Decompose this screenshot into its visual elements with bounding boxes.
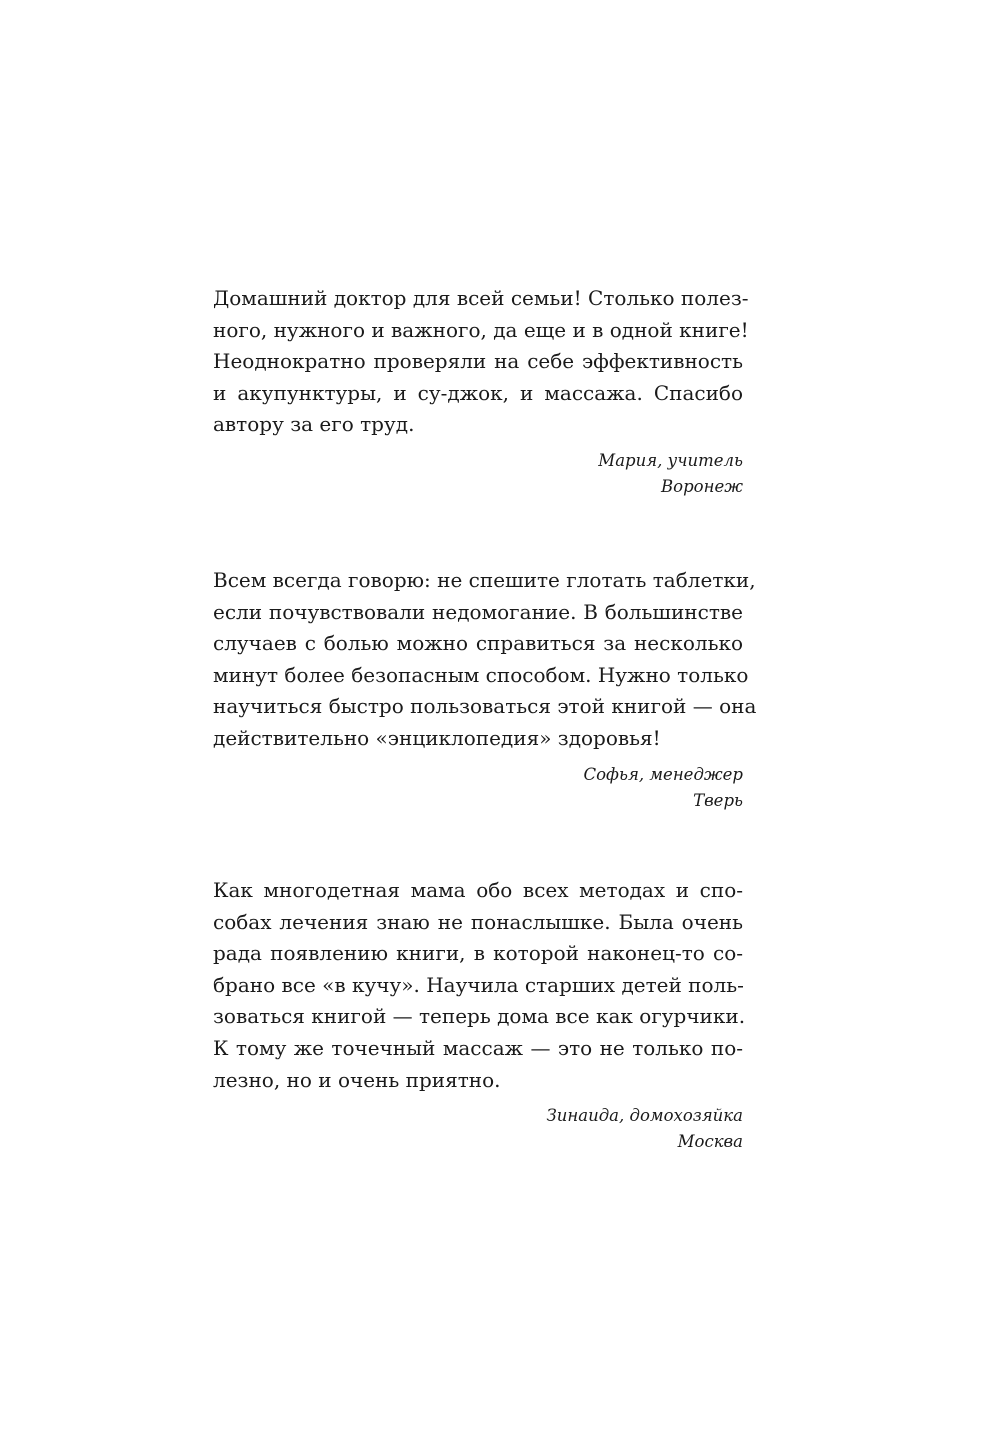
text-line: Домашний доктор для всей семьи! Столько полез- xyxy=(213,286,749,310)
text-line: Всем всегда говорю: не спешите глотать таблетки, xyxy=(213,568,756,592)
text-line: ного, нужного и важного, да еще и в одной книге! xyxy=(213,317,749,342)
text-line: автору за его труд. xyxy=(213,412,415,437)
review-author: Мария, учитель xyxy=(598,450,743,470)
text-line: Как многодетная мама обо всех методах и спо- xyxy=(213,878,743,902)
text-line: если почувствовали недомогание. В большинстве xyxy=(213,599,743,624)
review-block xyxy=(213,283,749,500)
text-line: собах лечения знаю не понаслышке. Была очень xyxy=(213,909,743,934)
review-block xyxy=(213,875,746,1155)
text-line: действительно «энциклопедия» здоровья! xyxy=(213,725,661,750)
review-author: Софья, менеджер xyxy=(583,764,743,784)
review-signature xyxy=(213,448,743,500)
review-text xyxy=(213,875,746,1096)
text-line: научиться быстро пользоваться этой книгой — она xyxy=(213,694,757,719)
review-block xyxy=(213,565,757,814)
review-text xyxy=(213,565,757,755)
review-signature xyxy=(213,762,743,814)
text-line: лезно, но и очень приятно. xyxy=(213,1067,501,1092)
text-line: Неоднократно проверяли на себе эффективность xyxy=(213,349,743,374)
text-line: и акупунктуры, и су-джок, и массажа. Спасибо xyxy=(213,380,743,405)
text-line: К тому же точечный массаж — это не только по- xyxy=(213,1035,743,1060)
review-city: Тверь xyxy=(693,790,743,810)
review-city: Воронеж xyxy=(661,476,743,496)
review-signature xyxy=(213,1103,743,1155)
text-line: зоваться книгой — теперь дома все как огурчики. xyxy=(213,1004,746,1029)
review-city: Москва xyxy=(677,1132,743,1152)
review-author: Зинаида, домохозяйка xyxy=(546,1106,743,1126)
text-line: случаев с болью можно справиться за несколько xyxy=(213,631,743,656)
text-line: брано все «в кучу». Научила старших детей поль- xyxy=(213,972,744,997)
text-line: минут более безопасным способом. Нужно только xyxy=(213,662,749,687)
review-text xyxy=(213,283,749,441)
text-line: рада появлению книги, в которой наконец-то со- xyxy=(213,941,743,966)
